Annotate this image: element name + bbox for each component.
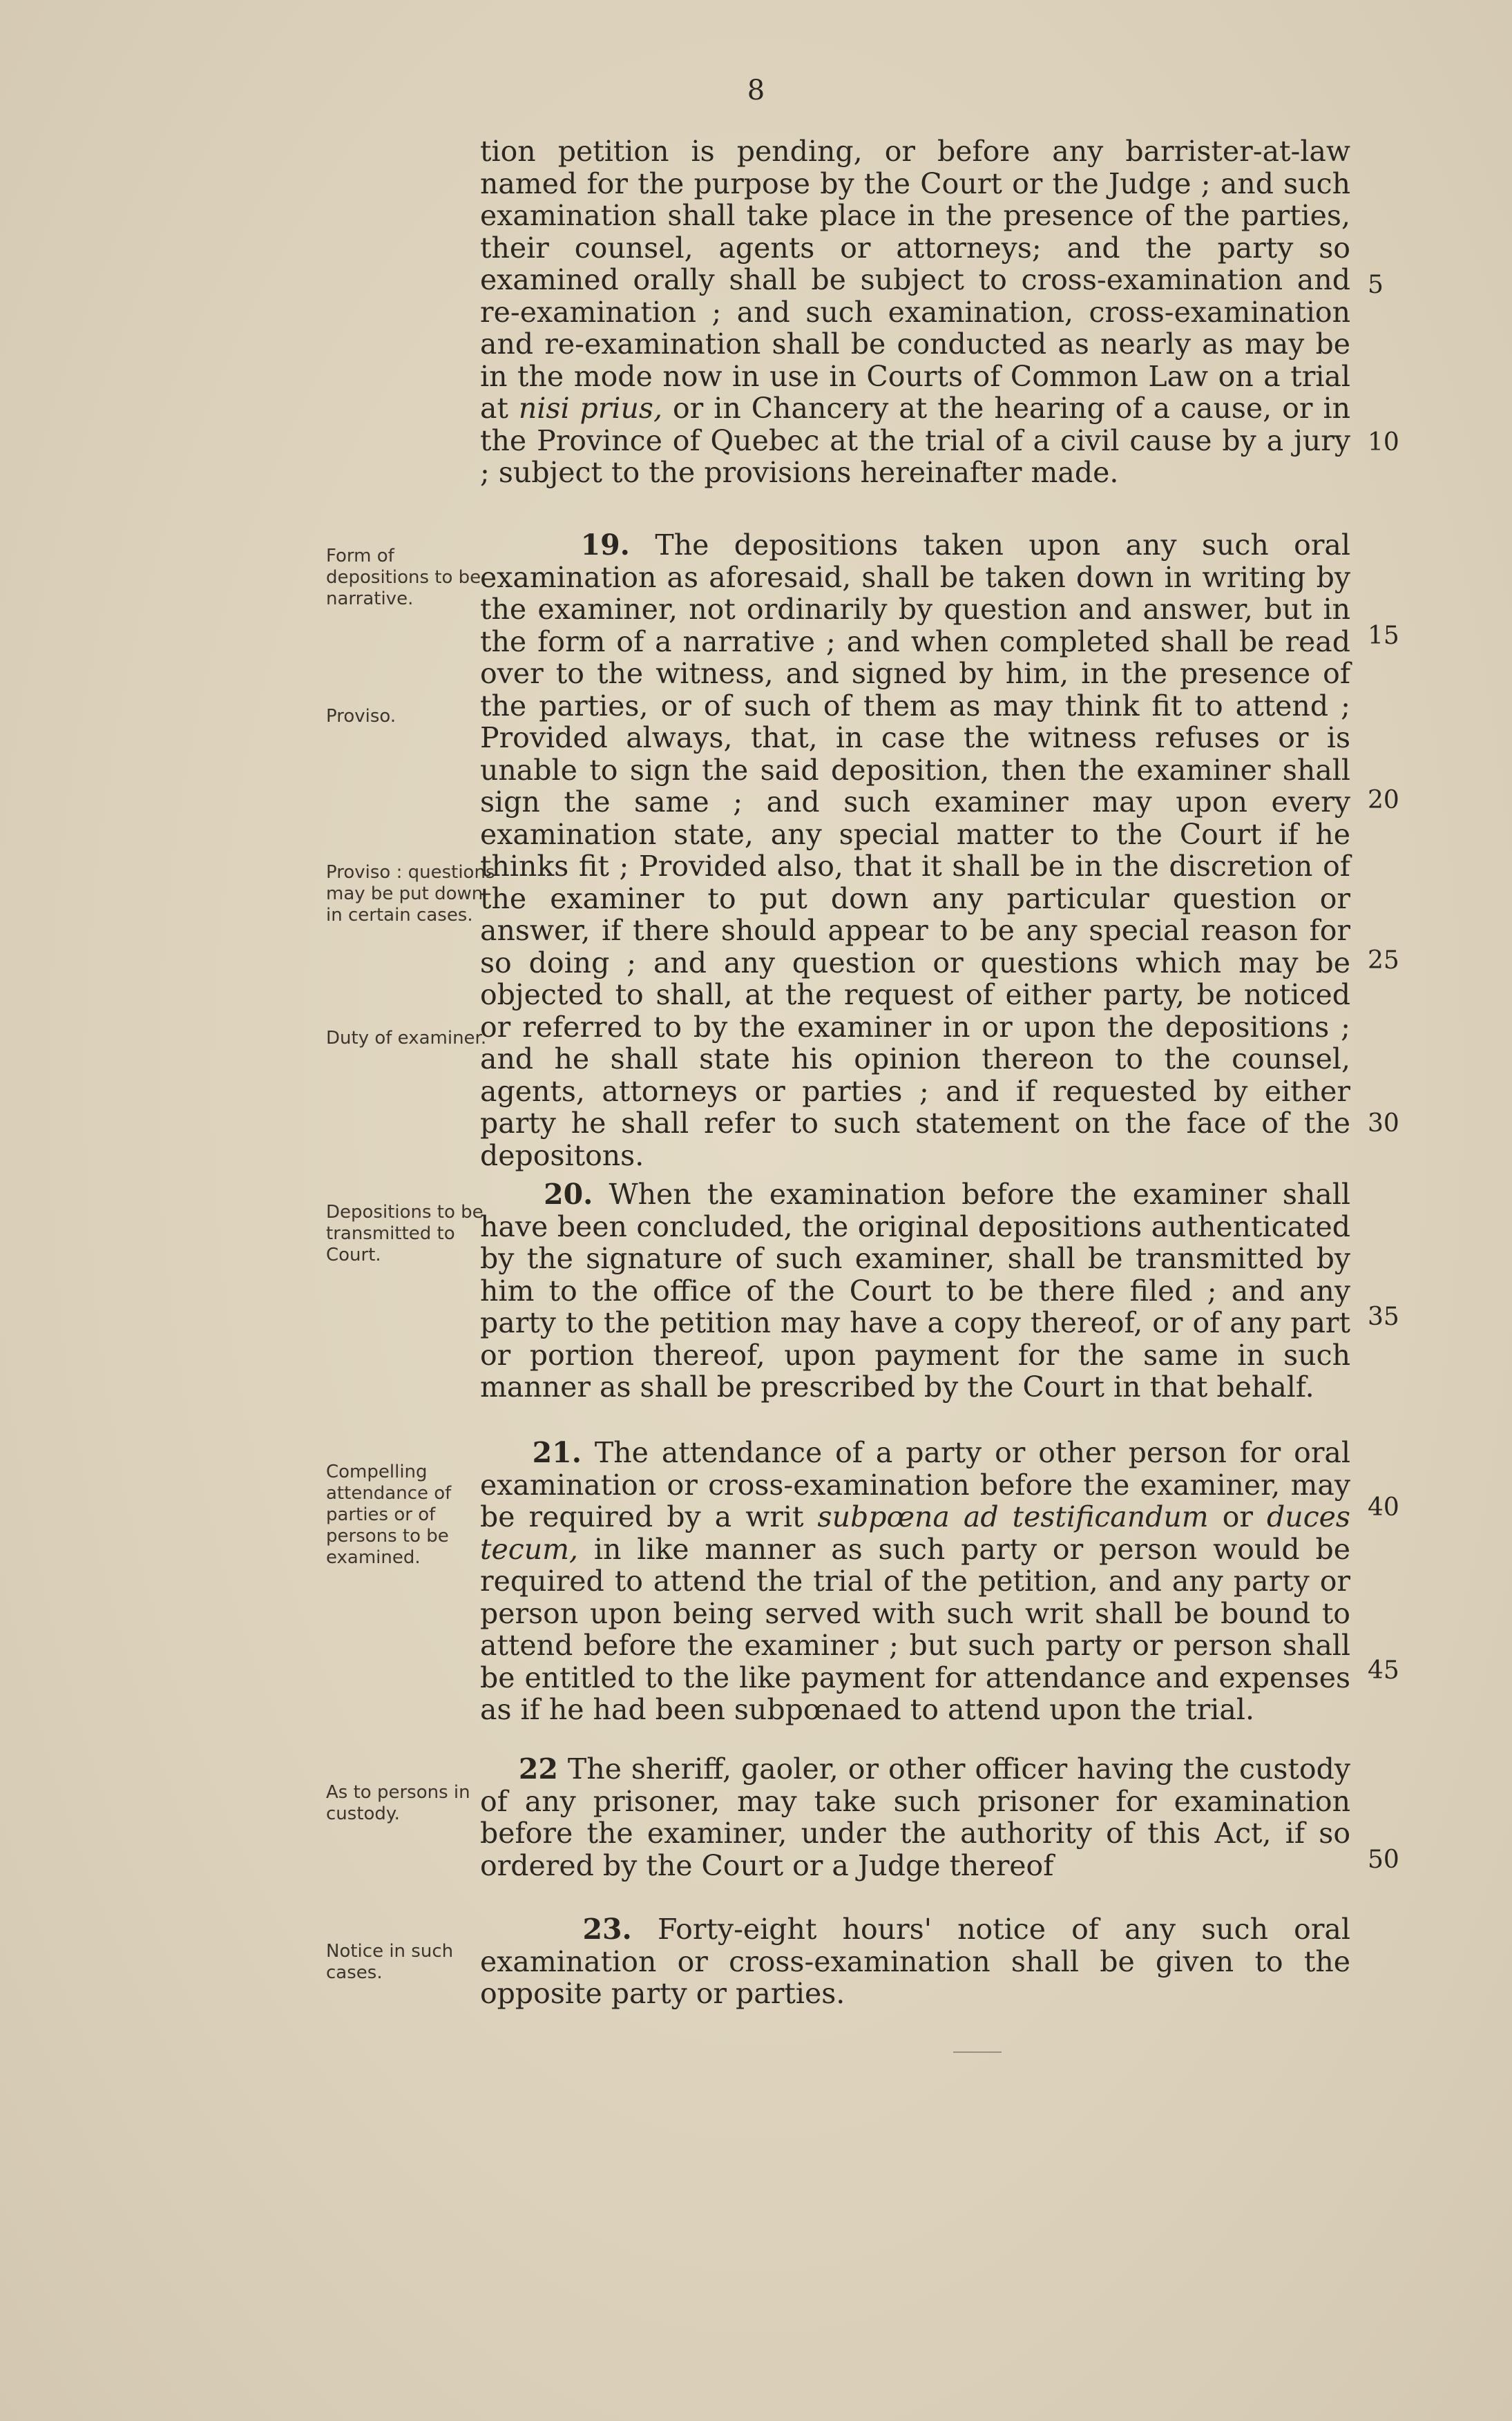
margin-note: Proviso. [326, 706, 396, 727]
section-20 [480, 1178, 1350, 1404]
section-number: 23. [582, 1913, 632, 1946]
section-number: 21. [532, 1436, 582, 1469]
section-21 [480, 1437, 1350, 1726]
section-text: When the examination before the examiner shall have been concluded, the original depositions authenticated by the signature of such examiner, shall be transmitted by him to the office of the Court to be there filed ; and any party to the petition may have a copy thereof, or of any part or portion thereof, upon payment for the same in such manner as shall be prescribed by the Court in that behalf. [480, 1178, 1350, 1404]
page-number: 8 [747, 75, 765, 106]
section-number: 20. [544, 1178, 593, 1211]
section-19 [480, 529, 1350, 1171]
line-number: 20 [1368, 786, 1399, 814]
line-number: 40 [1368, 1493, 1399, 1522]
line-number: 5 [1368, 271, 1384, 299]
line-number: 35 [1368, 1303, 1399, 1331]
paragraph-text-after: or in Chancery at the hearing of a cause, or in the Province of Quebec at the trial of a civil cause by a jury ; subject to the provisions hereinafter made. [480, 392, 1350, 489]
section-text-after: in like manner as such party or person would be required to attend the trial of the petition, and any party or person upon being served with such writ shall be bound to attend before the examiner ; but such party or person shall be entitled to the like payment for attendance and expenses as if he had been subpœnaed to attend upon the trial. [480, 1532, 1350, 1726]
section-23 [480, 1913, 1350, 2010]
margin-note: Form of depositions to be narrative. [326, 546, 481, 609]
line-number: 15 [1368, 622, 1399, 650]
margin-note: Compelling attendance of parties or of persons to be examined. [326, 1462, 452, 1568]
line-number: 30 [1368, 1109, 1399, 1138]
section-text: The sheriff, gaoler, or other officer having the custody of any prisoner, may take such prisoner for examination before the examiner, under the authority of this Act, if so ordered by the Court or a Judge thereof [480, 1752, 1350, 1882]
section-italic-2: duces tecum, [480, 1500, 1350, 1566]
margin-note: Notice in such cases. [326, 1941, 454, 1983]
section-text: The attendance of a party or other person for oral examination or cross-examination before the examiner, may be required by a writ [480, 1436, 1350, 1533]
paragraph-continuation [480, 135, 1350, 489]
margin-note: Proviso : questions may be put down in certain cases. [326, 862, 495, 926]
section-text-mid: or [1222, 1500, 1254, 1533]
section-22 [480, 1753, 1350, 1882]
end-rule [953, 2051, 1002, 2053]
margin-note: As to persons in custody. [326, 1782, 470, 1824]
section-number: 19. [580, 528, 630, 562]
paragraph-text: tion petition is pending, or before any barrister-at-law named for the purpose by the Court or the Judge ; and such examination shall take place in the presence of the parties, their counsel, agents or attorneys; and the party so examined orally shall be subject to cross-examination and re-examination ; and such examination, cross-examination and re-examination shall be conducted as nearly as may be in the mode now in use in Courts of Common Law on a trial at [480, 135, 1350, 425]
margin-note: Depositions to be transmitted to Court. [326, 1202, 484, 1265]
section-number: 22 [518, 1752, 558, 1786]
section-text: The depositions taken upon any such oral examination as aforesaid, shall be taken down in writing by the examiner, not ordinarily by question and answer, but in the form of a narrative ; and when completed shall be read over to the witness, and signed by him, in the presence of the parties, or of such of them as may think fit to attend ; Provided always, that, in case the witness refuses or is unable to sign the said deposition, then the examiner shall sign the same ; and such examiner may upon every examination state, any special matter to the Court if he thinks fit ; Provided also, that it shall be in the discretion of the examiner to put down any particular question or answer, if there should appear to be any special reason for so doing ; and any question or questions which may be objected to shall, at the request of either party, be noticed or referred to by the examiner in or upon the depositions ; and he shall state his opinion thereon to the counsel, agents, attorneys or parties ; and if requested by either party he shall refer to such statement on the face of the depositons. [480, 528, 1350, 1172]
section-italic: subpœna ad testificandum [817, 1500, 1209, 1533]
line-number: 10 [1368, 428, 1399, 457]
line-number: 45 [1368, 1656, 1399, 1685]
line-number: 50 [1368, 1846, 1399, 1874]
line-number: 25 [1368, 946, 1399, 975]
section-text: Forty-eight hours' notice of any such oral examination or cross-examination shall be given to the opposite party or parties. [480, 1913, 1350, 2010]
margin-note: Duty of examiner. [326, 1028, 487, 1049]
paragraph-italic: nisi prius, [518, 392, 662, 425]
